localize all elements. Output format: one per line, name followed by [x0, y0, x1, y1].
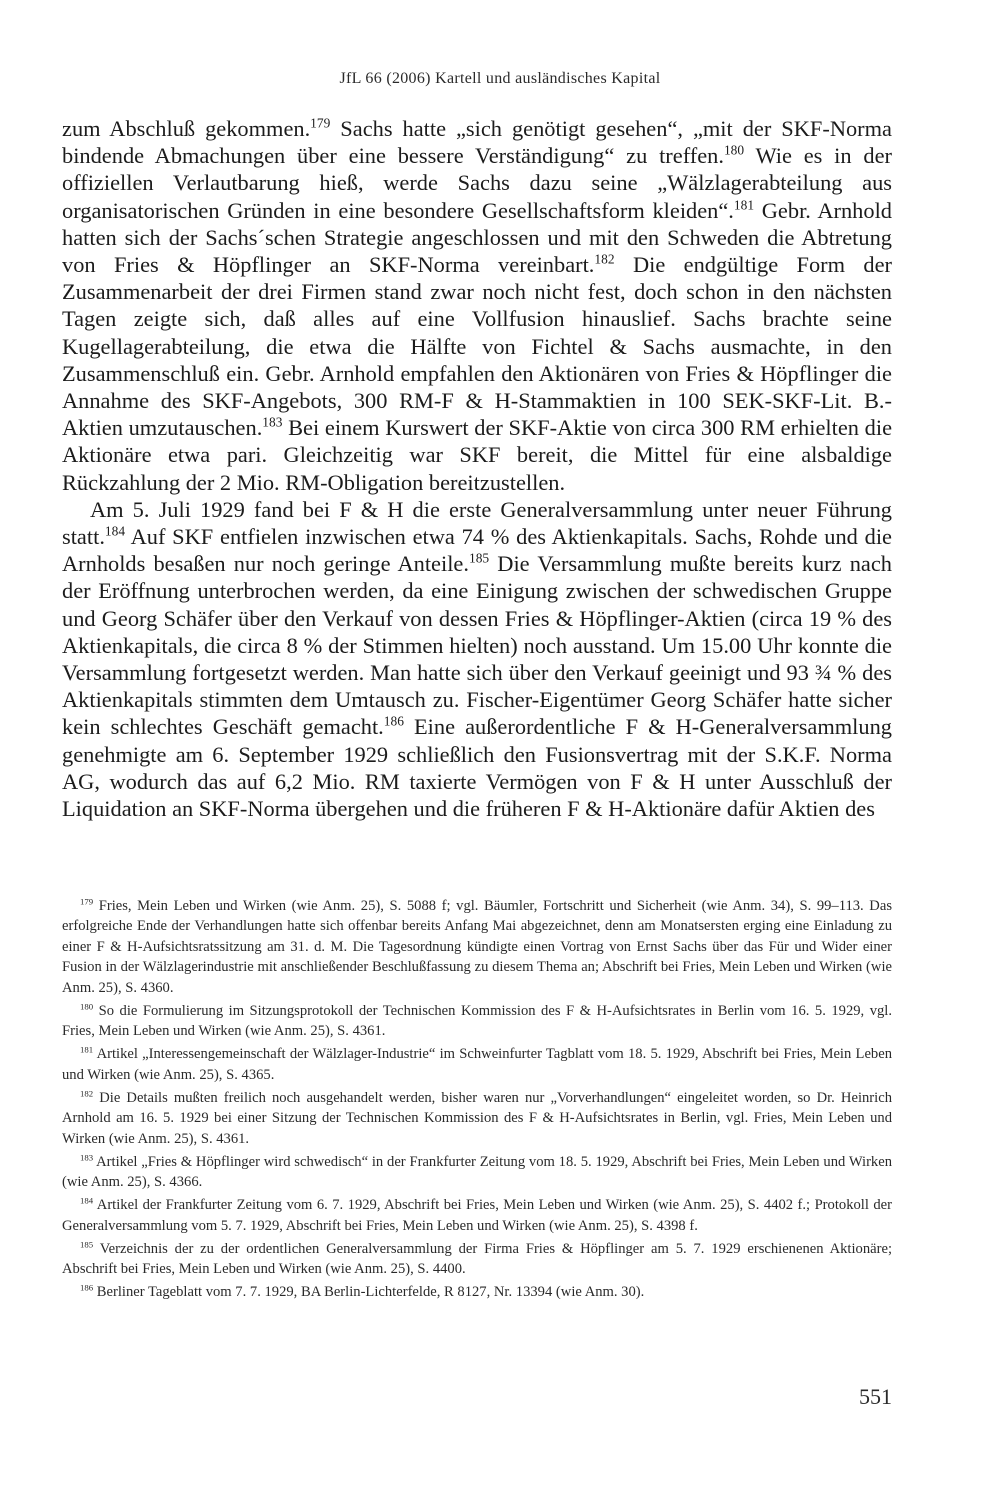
footnote-number: 180 — [80, 1001, 94, 1012]
footnote-reference: 182 — [594, 251, 615, 267]
footnote-text: Artikel „Fries & Höpflinger wird schwedisch“ in der Frankfurter Zeitung vom 18. 5. 1929, Abschrift bei Fries, Mein Leben und Wirken (wie Anm. 25), S. 4366. — [62, 1153, 893, 1191]
footnote-reference: 185 — [468, 550, 490, 566]
footnote-text: Artikel der Frankfurter Zeitung vom 6. 7. 1929, Abschrift bei Fries, Mein Leben und Wirken (wie Anm. 25), S. 4402 f.; Protokoll der Generalversammlung vom 5. 7. 1929, Abschrift bei Fries, Mein Leben und Wirken (wie Anm. 25), S. 4398 f. — [62, 1197, 892, 1234]
footnote-text: Berliner Tageblatt vom 7. 7. 1929, BA Berlin-Lichterfelde, R 8127, Nr. 13394 (wie Anm. 30). — [96, 1284, 645, 1301]
footnote — [62, 1239, 892, 1280]
footnote-number: 179 — [80, 896, 94, 907]
footnote — [62, 1282, 892, 1302]
body-paragraph — [62, 496, 892, 822]
body-text-run: Sachs hatte „sich genötigt gesehen“, „mit der SKF-Norma bindende Abmachungen über eine bessere Verständigung“ zu treffen. — [62, 116, 892, 169]
page-number: 551 — [859, 1384, 892, 1409]
footnote — [62, 1044, 892, 1085]
footnote-number: 185 — [80, 1239, 94, 1250]
body-text-run: Die endgültige Form der Zusammenarbeit der drei Firmen stand zwar noch nicht fest, doch schon in den nächsten Tagen zeigte sich, daß alles auf eine Vollfusion hinauslief. Sachs brachte seine Kugellagerabteilung, die etwa die Hälfte von Fichtel & Sachs ausmachte, in den Zusammenschluß ein. Gebr. Arnhold empfahlen den Aktionären von Fries & Höpflinger die Annahme des SKF-Angebots, 300 RM-F & H-Stammaktien in 100 SEK-SKF-Lit. B.-Aktien umzutauschen. — [62, 252, 892, 441]
main-text — [62, 115, 892, 822]
footnote-reference: 181 — [733, 197, 755, 213]
footnote-number: 181 — [80, 1044, 94, 1055]
footnotes — [62, 896, 892, 1305]
footnote-reference: 184 — [104, 523, 126, 539]
footnote — [62, 1001, 892, 1042]
footnote-number: 184 — [80, 1195, 94, 1206]
running-header: JfL 66 (2006) Kartell und ausländisches Kapital — [339, 70, 661, 87]
footnote — [62, 1088, 892, 1149]
footnote-reference: 180 — [723, 142, 745, 158]
footnote-text: Fries, Mein Leben und Wirken (wie Anm. 25), S. 5088 f; vgl. Bäumler, Fortschritt und Sicherheit (wie Anm. 34), S. 99–113. Das erfolgreiche Ende der Verhandlungen hatte sich offenbar bereits Anfang Mai abgezeichnet, denn am Monatsersten erging eine Einladung zu einer F & H-Aufsichtsratssitzung am 31. d. M. Die Tagesordnung kündigte einen Vortrag von Ernst Sachs über das Für und Wider einer Fusion in der Wälzlagerindustrie mit anschließender Beschlußfassung zu diesem Thema an; Abschrift bei Fries, Mein Leben und Wirken (wie Anm. 25), S. 4360. — [62, 898, 892, 996]
body-text-run: Eine außerordentliche F & H-Generalversammlung genehmigte am 6. September 1929 schließlich den Fusionsvertrag mit der S.K.F. Norma AG, wodurch das auf 6,2 Mio. RM taxierte Vermögen von F & H unter Ausschluß der Liquidation an SKF-Norma übergehen und die früheren F & H-Aktionäre dafür Aktien des — [62, 714, 892, 822]
body-text-run: Wie es in der offiziellen Verlautbarung hieß, werde Sachs dazu seine „Wälzlagerabteilung aus organisatorischen Gründen in eine besondere Gesellschaftsform kleiden“. — [62, 143, 892, 223]
footnote-number: 182 — [80, 1088, 94, 1099]
footnote-text: Die Details mußten freilich noch ausgehandelt werden, bisher waren nur „Vorverhandlungen“ eingeleitet worden, so Dr. Heinrich Arnhold am 16. 5. 1929 bei einer Sitzung der Technischen Kommission des F & H-Aufsichtsrates in Berlin, vgl. Fries, Mein Leben und Wirken (wie Anm. 25), S. 4361. — [62, 1089, 892, 1147]
footnote-reference: 179 — [310, 115, 331, 131]
footnote-text: So die Formulierung im Sitzungsprotokoll der Technischen Kommission des F & H-Aufsichtsrates in Berlin vom 16. 5. 1929, vgl. Fries, Mein Leben und Wirken (wie Anm. 25), S. 4361. — [62, 1002, 892, 1040]
body-text-run: Die Versammlung mußte bereits kurz nach der Eröffnung unterbrochen werden, da eine Einigung zwischen der schwedischen Gruppe und Georg Schäfer über den Verkauf von dessen Fries & Höpflinger-Aktien (circa 19 % des Aktienkapitals, die circa 8 % der Stimmen hielten) noch ausstand. Um 15.00 Uhr konnte die Versammlung fortgesetzt werden. Man hatte sich über den Verkauf geeinigt und 93 ¾ % des Aktienkapitals stimmten dem Umtausch zu. Fischer-Eigentümer Georg Schäfer hatte sicher kein schlechtes Geschäft gemacht. — [62, 551, 892, 740]
body-text-run: Gebr. Arnhold hatten sich der Sachs´schen Strategie angeschlossen und mit den Schweden die Abtretung von Fries & Höpflinger an SKF-Norma vereinbart. — [62, 197, 892, 278]
footnote-reference: 186 — [383, 714, 404, 730]
body-text-run: Auf SKF entfielen inzwischen etwa 74 % des Aktienkapitals. Sachs, Rohde und die Arnholds besaßen nur noch geringe Anteile. — [62, 524, 892, 577]
footnote-text: Artikel „Interessengemeinschaft der Wälzlager-Industrie“ im Schweinfurter Tagblatt vom 18. 5. 1929, Abschrift bei Fries, Mein Leben und Wirken (wie Anm. 25), S. 4365. — [62, 1046, 893, 1083]
body-paragraph — [62, 115, 892, 496]
body-text-run: Bei einem Kurswert der SKF-Aktie von circa 300 RM erhielten die Aktionäre etwa pari. Gleichzeitig war SKF bereit, die Mittel für eine alsbaldige Rückzahlung der 2 Mio. RM-Obligation bereitzustellen. — [62, 415, 893, 495]
body-text-run: Am 5. Juli 1929 fand bei F & H die erste Generalversammlung unter neuer Führung statt. — [62, 496, 892, 550]
footnote — [62, 1195, 892, 1236]
body-text-run: zum Abschluß gekommen. — [62, 116, 311, 141]
footnote-number: 183 — [80, 1152, 94, 1163]
footnote — [62, 1152, 892, 1193]
footnote-reference: 183 — [262, 414, 283, 430]
footnote — [62, 896, 892, 998]
footnote-text: Verzeichnis der zu der ordentlichen Generalversammlung der Firma Fries & Höpflinger am 5. 7. 1929 erschienenen Aktionäre; Abschrift bei Fries, Mein Leben und Wirken (wie Anm. 25), S. 4400. — [62, 1240, 893, 1278]
footnote-number: 186 — [80, 1282, 94, 1293]
